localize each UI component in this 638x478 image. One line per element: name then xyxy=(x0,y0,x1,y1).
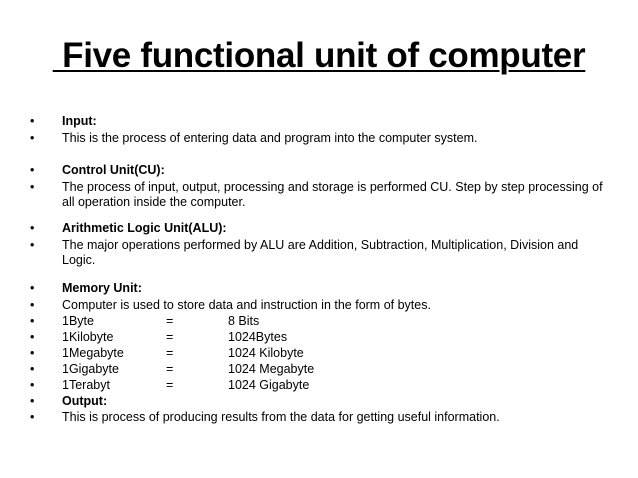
bullet: • xyxy=(30,362,35,376)
bullet: • xyxy=(30,330,35,344)
bullet: • xyxy=(30,114,35,128)
bullet: • xyxy=(30,394,35,408)
conversion-unit: 1Byte xyxy=(62,314,94,328)
bullet: • xyxy=(30,238,35,252)
conversion-unit: 1Gigabyte xyxy=(62,362,119,376)
bullet: • xyxy=(30,281,35,295)
bullet: • xyxy=(30,378,35,392)
description-output: This is process of producing results from the data for getting useful information. xyxy=(62,410,500,424)
bullet: • xyxy=(30,314,35,328)
description-alu: The major operations performed by ALU are Addition, Subtraction, Multiplication, Division and Logic. xyxy=(62,238,579,267)
heading-alu: Arithmetic Logic Unit(ALU): xyxy=(62,221,227,235)
heading-control-unit: Control Unit(CU): xyxy=(62,163,165,177)
bullet: • xyxy=(30,131,35,145)
conversion-unit: 1Kilobyte xyxy=(62,330,114,344)
bullet: • xyxy=(30,163,35,177)
bullet: • xyxy=(30,410,35,424)
description-memory-unit: Computer is used to store data and instruction in the form of bytes. xyxy=(62,298,431,312)
heading-memory-unit: Memory Unit: xyxy=(62,281,142,295)
heading-input: Input: xyxy=(62,114,97,128)
conversion-equals: = xyxy=(166,330,174,344)
conversion-unit: 1Megabyte xyxy=(62,346,124,360)
conversion-equals: = xyxy=(166,314,174,328)
bullet: • xyxy=(30,346,35,360)
conversion-value: 1024Bytes xyxy=(228,330,288,344)
description-control-unit: The process of input, output, processing and storage is performed CU. Step by step processing of all operation inside the computer. xyxy=(62,180,603,209)
conversion-equals: = xyxy=(166,378,174,392)
bullet: • xyxy=(30,298,35,312)
conversion-unit: 1Terabyt xyxy=(62,378,110,392)
bullet: • xyxy=(30,180,35,194)
heading-output: Output: xyxy=(62,394,108,408)
conversion-equals: = xyxy=(166,362,174,376)
conversion-value: 1024 Kilobyte xyxy=(228,346,304,360)
conversion-equals: = xyxy=(166,346,174,360)
description-input: This is the process of entering data and program into the computer system. xyxy=(62,131,478,145)
conversion-value: 1024 Megabyte xyxy=(228,362,315,376)
conversion-value: 1024 Gigabyte xyxy=(228,378,310,392)
slide-title: Five functional unit of computer xyxy=(52,36,586,75)
conversion-value: 8 Bits xyxy=(228,314,260,328)
bullet: • xyxy=(30,221,35,235)
